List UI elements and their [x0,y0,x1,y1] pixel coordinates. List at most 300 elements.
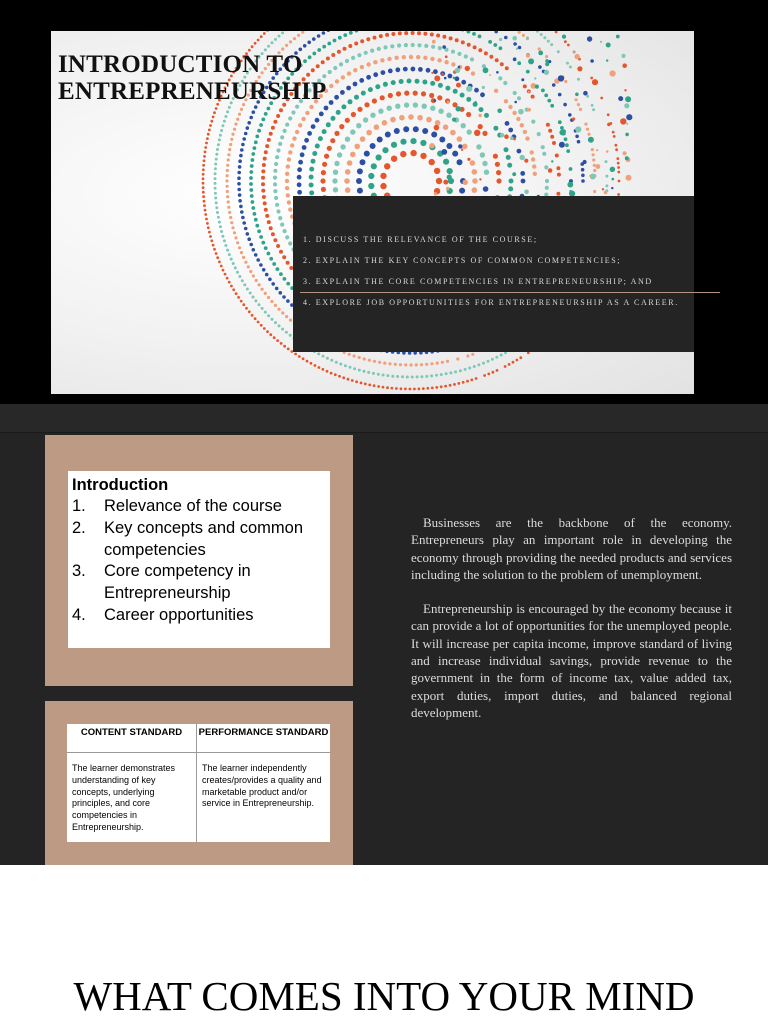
decorative-dot [322,31,326,35]
decorative-dot [590,59,594,63]
decorative-dot [334,161,339,166]
decorative-dot [285,179,289,183]
decorative-dot [337,152,342,157]
decorative-dot [459,188,465,194]
decorative-dot [287,157,291,161]
decorative-dot [276,148,280,152]
decorative-dot [286,193,290,197]
decorative-dot [227,200,230,203]
decorative-dot [617,171,620,174]
decorative-dot [264,292,267,295]
decorative-dot [494,89,498,93]
paragraph: Entrepreneurship is encouraged by the economy because it can provide a lot of opportunities for the unemployed people. It will increase per capita income, improve standard of living and increase individual savings, provide revenue to the government in the form of income tax, value added tax, export duties, import duties, and balanced regional development. [411,601,732,720]
decorative-dot [314,364,317,367]
decorative-dot [404,363,407,366]
decorative-dot [593,190,596,193]
decorative-dot [309,190,314,195]
decorative-dot [418,67,423,72]
decorative-dot [497,109,502,114]
decorative-dot [261,288,264,291]
decorative-dot [488,40,492,44]
decorative-dot [273,120,277,124]
decorative-dot [228,253,231,256]
decorative-dot [409,55,413,59]
decorative-dot [252,248,256,252]
decorative-dot [259,123,263,127]
decorative-dot [234,236,237,239]
decorative-dot [321,187,326,192]
decorative-dot [210,239,213,242]
decorative-dot [461,123,466,128]
decorative-dot [209,235,212,238]
slide-title-line-1: INTRODUCTION TO [58,51,303,78]
decorative-dot [278,216,282,220]
decorative-dot [311,124,316,129]
decorative-dot [345,187,351,193]
decorative-dot [391,375,394,378]
decorative-dot [487,360,490,363]
decorative-dot [280,135,284,139]
decorative-dot [226,195,229,198]
decorative-dot [221,235,224,238]
decorative-dot [453,383,456,386]
decorative-dot [468,367,471,370]
decorative-dot [209,124,212,127]
decorative-dot [353,68,357,72]
decorative-dot [607,123,611,127]
decorative-dot [470,57,474,61]
decorative-dot [461,40,465,44]
decorative-dot [345,118,350,123]
decorative-dot [249,170,253,174]
decorative-dot [246,232,250,236]
decorative-dot [513,91,517,95]
decorative-dot [547,99,551,103]
content-standard-column [67,724,197,842]
decorative-dot [228,148,231,151]
decorative-dot [267,138,271,142]
decorative-dot [288,207,292,211]
decorative-dot [592,108,595,111]
decorative-dot [461,31,465,32]
decorative-dot [380,58,384,62]
decorative-dot [315,144,320,149]
decorative-dot [233,128,236,131]
decorative-dot [267,314,270,317]
decorative-dot [498,76,502,80]
decorative-dot [202,186,205,189]
decorative-dot [461,80,466,85]
decorative-dot [261,241,265,245]
decorative-dot [231,133,234,136]
decorative-dot [430,106,435,111]
decorative-dot [471,353,474,356]
decorative-dot [327,146,332,151]
decorative-dot [489,74,491,76]
decorative-dot [523,130,527,134]
decorative-dot [292,136,296,140]
decorative-dot [508,363,511,366]
decorative-dot [551,160,553,162]
decorative-dot [518,46,522,50]
decorative-dot [467,31,471,34]
decorative-dot [202,191,205,194]
decorative-dot [348,44,352,48]
decorative-dot [422,104,427,109]
decorative-dot [517,96,521,100]
decorative-dot [444,385,447,388]
decorative-dot [336,110,341,115]
decorative-dot [605,175,608,178]
decorative-dot [545,55,548,58]
decorative-dot [282,255,286,259]
decorative-dot [309,183,314,188]
decorative-dot [545,186,549,190]
decorative-dot [315,118,320,123]
decorative-dot [249,243,253,247]
decorative-dot [348,99,353,104]
decorative-dot [528,58,534,64]
decorative-dot [540,33,543,36]
decorative-dot [294,353,297,356]
decorative-dot [496,369,499,372]
decorative-dot [446,360,449,363]
decorative-dot [343,47,347,51]
objectives-list [303,235,703,319]
decorative-dot [545,179,549,183]
decorative-dot [346,86,351,91]
decorative-dot [500,354,503,357]
decorative-dot [435,120,441,126]
decorative-dot [360,39,364,43]
decorative-dot [322,129,327,134]
decorative-dot [368,359,371,362]
decorative-dot [324,106,329,111]
decorative-dot [544,70,549,75]
decorative-dot [470,160,476,166]
decorative-dot [311,159,316,164]
decorative-dot [357,53,361,57]
decorative-dot [514,101,517,104]
decorative-dot [276,244,280,248]
decorative-dot [277,308,280,311]
decorative-dot [517,149,522,154]
decorative-dot [394,56,398,60]
decorative-dot [368,173,374,179]
decorative-dot [607,113,610,116]
decorative-dot [255,135,259,139]
slide-2 [0,404,768,865]
decorative-dot [259,263,263,267]
decorative-dot [557,50,560,53]
decorative-dot [317,34,321,38]
decorative-dot [203,155,206,158]
decorative-dot [361,91,366,96]
decorative-dot [273,189,277,193]
decorative-dot [230,258,233,261]
decorative-dot [592,158,595,161]
decorative-dot [602,188,604,190]
content-standard-text: The learner demonstrates understanding of key concepts, underlying principles, and core competencies in Entrepreneurship. [72,763,176,832]
decorative-dot [238,199,242,203]
decorative-dot [587,133,590,136]
decorative-dot [377,373,380,376]
decorative-dot [327,31,331,32]
decorative-dot [457,159,463,165]
decorative-dot [241,279,244,282]
decorative-dot [216,211,219,214]
decorative-dot [431,387,434,390]
decorative-dot [575,135,579,139]
decorative-dot [552,83,556,87]
decorative-dot [240,210,244,214]
decorative-dot [322,162,327,167]
decorative-dot [519,356,522,359]
decorative-dot [433,69,438,74]
decorative-dot [435,374,438,377]
decorative-dot [259,235,263,239]
decorative-dot [229,143,232,146]
decorative-dot [395,67,400,72]
decorative-dot [566,62,569,65]
decorative-dot [363,357,366,360]
decorative-dot [430,374,433,377]
decorative-dot [300,152,305,157]
decorative-dot [483,186,489,192]
decorative-dot [408,114,414,120]
decorative-dot [214,192,217,195]
decorative-dot [356,178,362,184]
decorative-dot [477,363,480,366]
decorative-dot [302,357,305,360]
decorative-dot [366,130,372,136]
decorative-dot [278,324,281,327]
decorative-dot [276,267,280,271]
decorative-dot [218,138,221,141]
decorative-dot [373,360,376,363]
decorative-dot [345,169,351,175]
decorative-dot [550,104,554,108]
decorative-dot [285,235,289,239]
decorative-dot [577,78,580,81]
decorative-dot [353,367,356,370]
decorative-dot [219,134,222,137]
decorative-dot [555,31,558,33]
decorative-dot [504,134,509,139]
decorative-dot [345,137,350,142]
decorative-dot [545,62,549,66]
decorative-dot [478,48,482,52]
decorative-dot [396,91,401,96]
decorative-dot [368,87,373,92]
decorative-dot [493,154,498,159]
decorative-dot [261,189,265,193]
decorative-dot [538,65,542,69]
decorative-dot [274,321,277,324]
decorative-dot [351,56,355,60]
decorative-dot [240,300,243,303]
decorative-dot [483,67,489,73]
decorative-dot [263,201,267,205]
decorative-dot [618,180,621,183]
decorative-dot [270,300,273,303]
decorative-dot [370,49,374,53]
decorative-dot [257,129,261,133]
decorative-dot [589,175,591,177]
decorative-dot [442,35,446,39]
decorative-dot [421,91,426,96]
decorative-dot [248,310,251,313]
decorative-dot [251,45,254,48]
decorative-dot [533,172,537,176]
decorative-dot [309,105,313,109]
decorative-dot [334,131,339,136]
decorative-dot [276,209,280,213]
decorative-dot [492,371,495,374]
decorative-dot [376,154,382,160]
decorative-dot [422,128,428,134]
decorative-dot [255,224,259,228]
decorative-dot [334,373,337,376]
decorative-dot [462,144,468,150]
decorative-dot [273,169,277,173]
decorative-dot [344,364,347,367]
decorative-dot [558,93,562,97]
decorative-dot [482,86,485,89]
decorative-dot [425,375,428,378]
decorative-dot [215,107,218,110]
decorative-dot [356,123,361,128]
decorative-dot [238,159,242,163]
decorative-dot [285,172,289,176]
slide-title-line-2: ENTREPRENEURSHIP [58,78,327,105]
decorative-dot [506,155,511,160]
decorative-dot [413,91,418,96]
decorative-dot [387,106,392,111]
decorative-dot [438,46,442,50]
decorative-dot [347,378,350,381]
decorative-dot [464,54,468,58]
decorative-dot [384,163,390,169]
decorative-dot [574,54,579,59]
decorative-dot [411,31,415,35]
decorative-dot [417,31,421,35]
decorative-dot [223,120,226,123]
decorative-dot [206,137,209,140]
decorative-dot [202,195,205,198]
decorative-dot [410,150,416,156]
paragraph: Businesses are the backbone of the economy. Entrepreneurs play an important role in developing the economy through providing the needed products and services including the solution to the problem of unemployment. [411,515,732,582]
decorative-dot [230,221,233,224]
decorative-dot [228,106,231,109]
decorative-dot [271,232,275,236]
decorative-dot [399,79,404,84]
decorative-dot [512,111,516,115]
decorative-dot [388,69,393,74]
decorative-dot [581,174,585,178]
decorative-dot [455,76,460,81]
decorative-dot [429,159,435,165]
decorative-dot [330,138,335,143]
decorative-dot [482,362,485,365]
decorative-dot [422,387,425,390]
decorative-dot [251,314,254,317]
decorative-dot [226,185,229,188]
decorative-dot [520,123,524,127]
decorative-dot [536,31,539,33]
decorative-dot [283,229,287,233]
decorative-dot [213,111,216,114]
decorative-dot [541,89,545,93]
decorative-dot [307,131,312,136]
decorative-dot [214,197,217,200]
decorative-dot [407,79,412,84]
performance-standard-header: PERFORMANCE STANDARD [197,724,330,753]
decorative-dot [467,43,471,47]
decorative-dot [411,43,415,47]
decorative-dot [385,132,391,138]
decorative-dot [380,173,386,179]
decorative-dot [274,38,277,41]
decorative-dot [451,62,455,66]
decorative-dot [372,98,377,103]
decorative-dot [456,83,461,88]
decorative-dot [377,137,383,143]
decorative-dot [472,169,478,175]
decorative-dot [429,93,434,98]
decorative-dot [495,162,500,167]
decorative-dot [366,62,370,66]
decorative-dot [462,381,465,384]
decorative-dot [345,59,349,63]
decorative-dot [495,58,499,62]
decorative-dot [276,339,279,342]
decorative-dot [326,122,331,127]
decorative-dot [214,163,217,166]
decorative-dot [605,160,608,163]
decorative-dot [510,136,514,140]
decorative-dot [604,191,608,195]
decorative-dot [565,143,569,147]
decorative-dot [466,97,471,102]
decorative-dot [312,37,316,41]
decorative-dot [404,31,408,35]
decorative-dot [224,273,227,276]
decorative-dot [474,88,479,93]
decorative-dot [409,363,412,366]
decorative-dot [212,116,215,119]
decorative-dot [406,376,409,379]
decorative-dot [334,95,339,100]
decorative-dot [436,34,440,38]
decorative-dot [378,361,381,364]
decorative-dot [495,356,498,359]
decorative-dot [273,336,276,339]
decorative-dot [253,146,257,150]
decorative-dot [286,164,290,168]
decorative-dot [249,292,252,295]
decorative-dot [237,296,240,299]
decorative-dot [285,44,288,47]
decorative-dot [518,31,521,34]
decorative-dot [307,41,311,45]
decorative-dot [274,196,278,200]
decorative-dot [575,126,581,132]
decorative-dot [391,32,395,36]
decorative-dot [280,223,284,227]
decorative-dot [472,178,478,184]
decorative-dot [527,108,531,112]
